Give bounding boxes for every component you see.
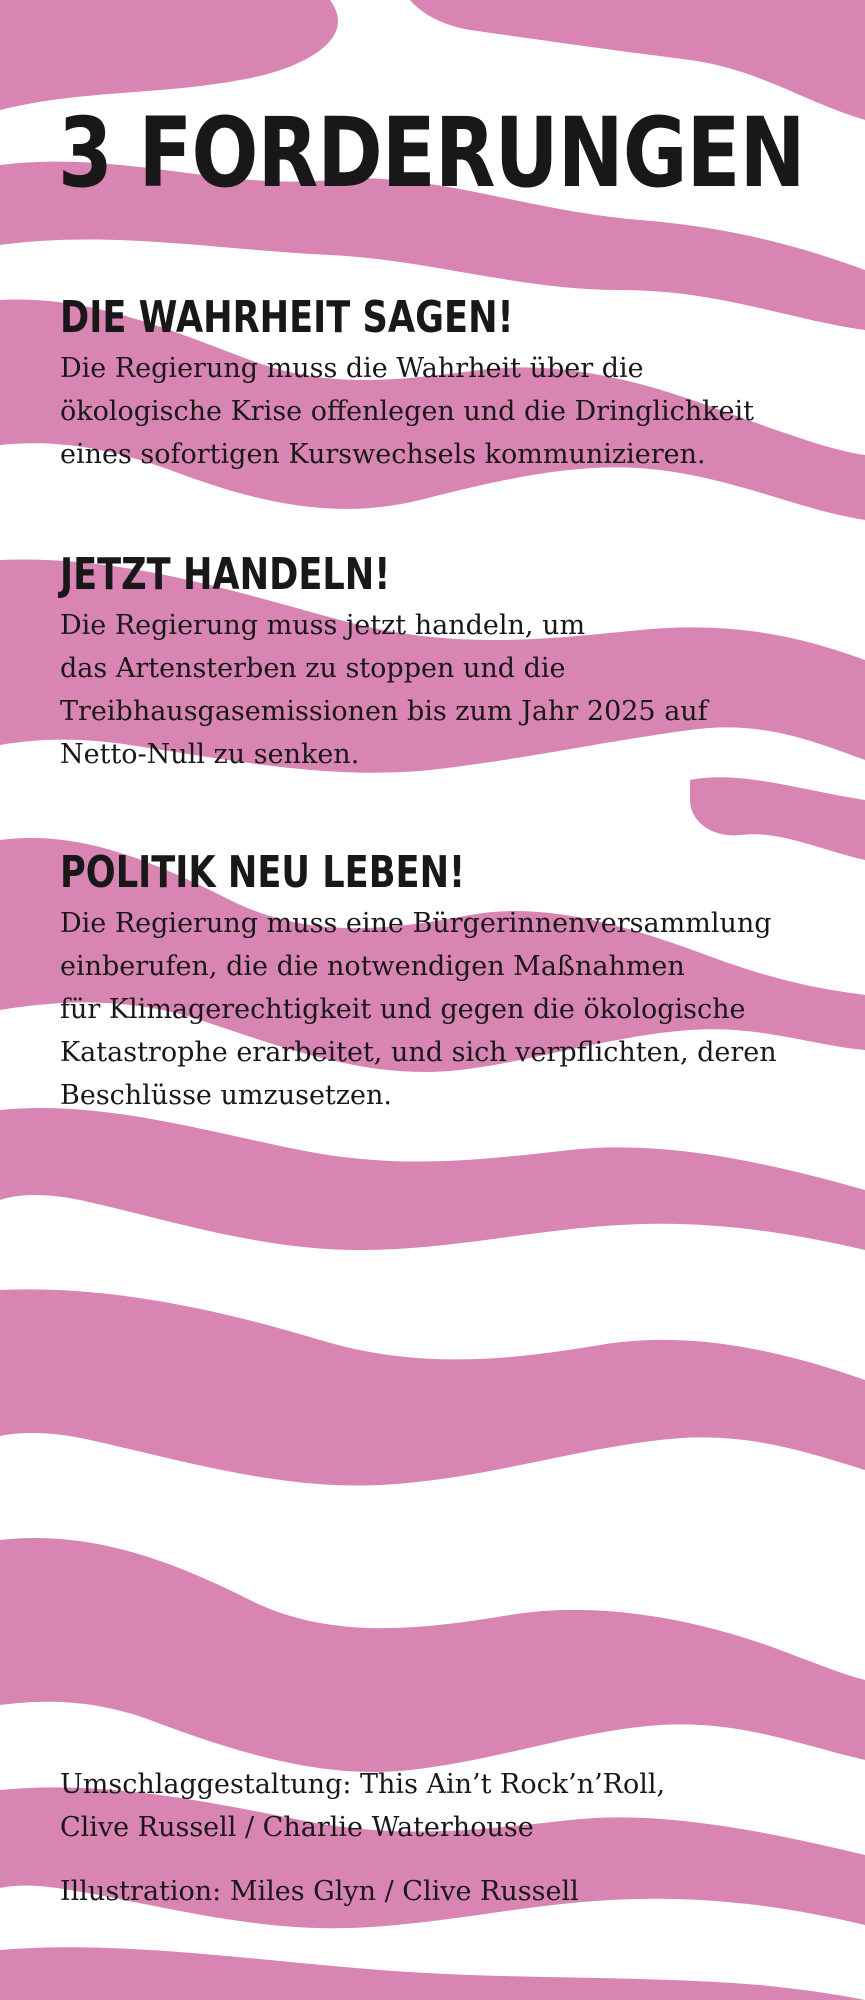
credit-line: Umschlaggestaltung: This Ain’t Rock’n’Roll, [60, 1769, 666, 1800]
credits [60, 1763, 820, 1913]
demand-text [60, 347, 800, 476]
demand-heading: JETZT HANDELN! [60, 549, 391, 600]
text-line: Die Regierung muss die Wahrheit über die [60, 353, 644, 385]
text-line: Die Regierung muss jetzt handeln, um [60, 610, 586, 642]
text-line: einberufen, die die notwendigen Maßnahmen [60, 951, 685, 983]
cover-design-credit [60, 1763, 820, 1849]
text-line: Treibhausgasemissionen bis zum Jahr 2025 auf [60, 696, 708, 728]
demand-heading: POLITIK NEU LEBEN! [60, 847, 466, 898]
text-line: das Artensterben zu stoppen und die [60, 653, 566, 685]
demand-3 [60, 847, 800, 1117]
illustration-credit [60, 1870, 820, 1913]
text-line: Beschlüsse umzusetzen. [60, 1080, 392, 1112]
credit-line: Illustration: Miles Glyn / Clive Russell [60, 1876, 579, 1907]
credit-line: Clive Russell / Charlie Waterhouse [60, 1812, 534, 1843]
demand-1 [60, 292, 800, 476]
text-line: für Klimagerechtigkeit und gegen die ökologische [60, 994, 746, 1026]
text-line: eines sofortigen Kurswechsels kommunizieren. [60, 439, 706, 471]
page-title: 3 FORDERUNGEN [58, 97, 805, 209]
text-line: Die Regierung muss eine Bürgerinnenversammlung [60, 908, 772, 940]
text-line: Netto-Null zu senken. [60, 739, 360, 771]
demand-2 [60, 549, 800, 776]
text-line: Katastrophe erarbeitet, und sich verpflichten, deren [60, 1037, 777, 1069]
demand-heading: DIE WAHRHEIT SAGEN! [60, 292, 514, 343]
demand-text [60, 604, 800, 776]
text-line: ökologische Krise offenlegen und die Dringlichkeit [60, 396, 754, 428]
demand-text [60, 902, 800, 1117]
